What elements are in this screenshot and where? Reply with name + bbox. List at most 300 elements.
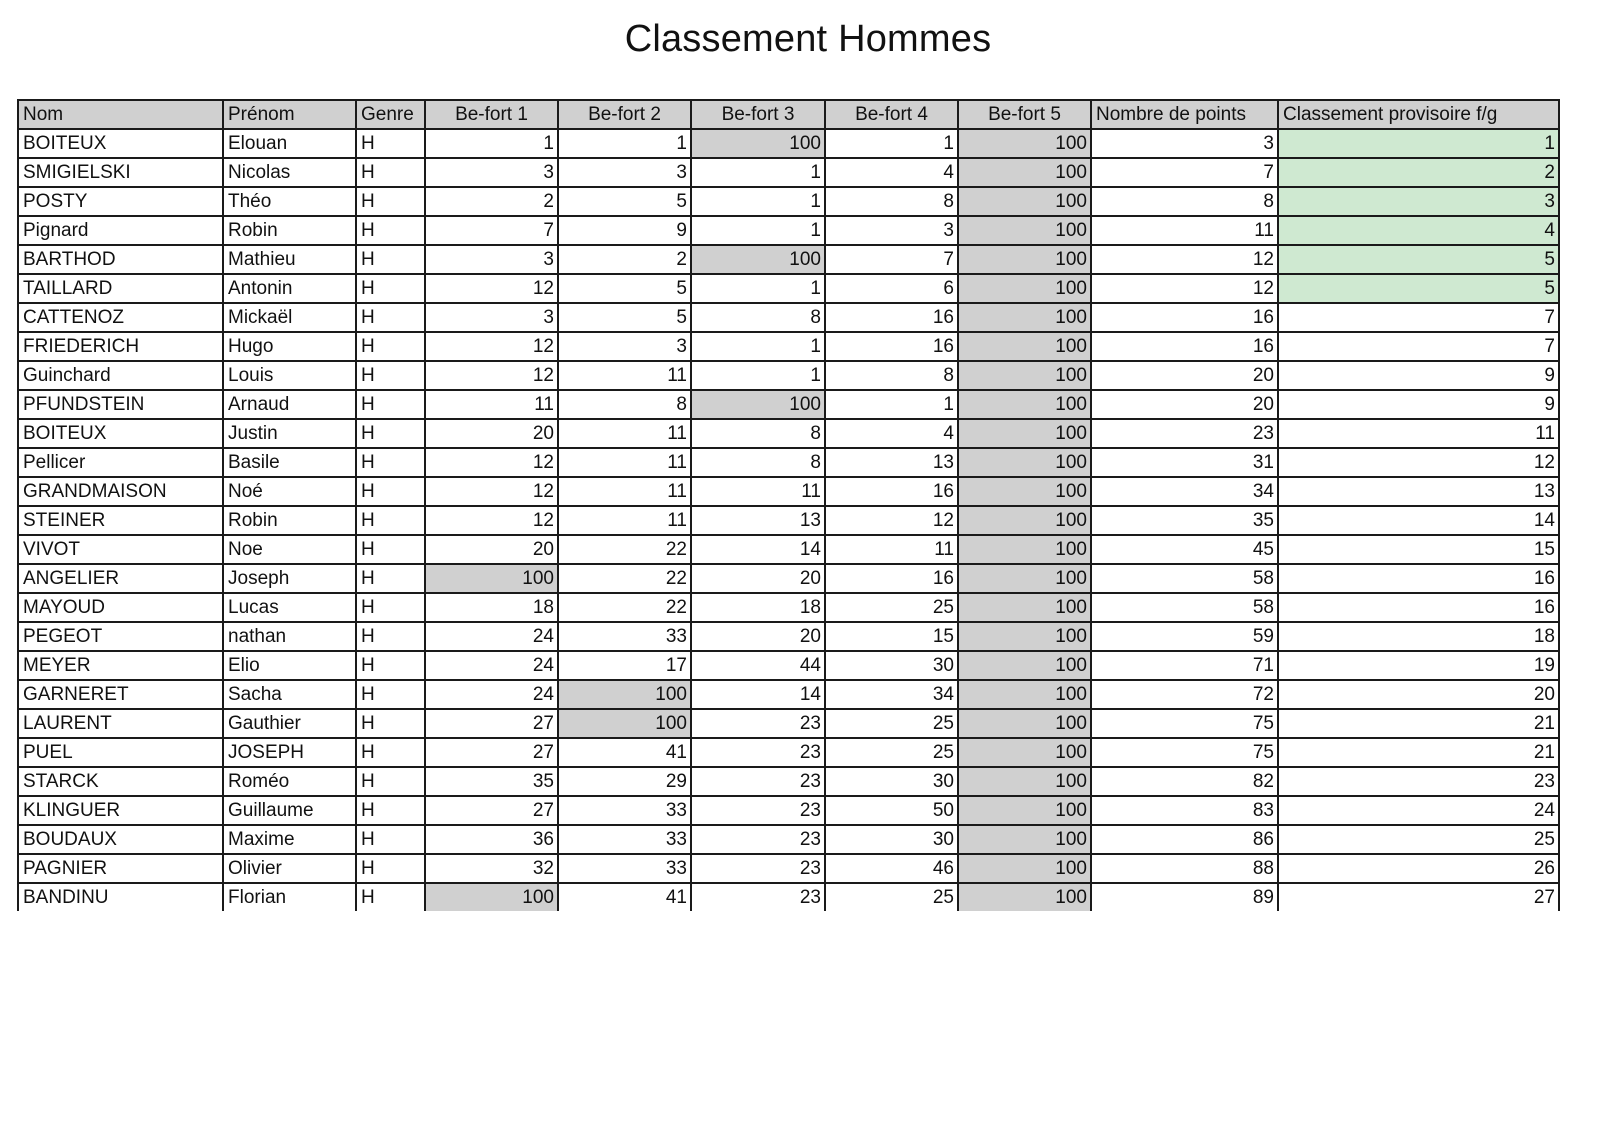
cell-nom: STEINER bbox=[18, 506, 223, 535]
cell-points: 58 bbox=[1091, 593, 1278, 622]
cell-be-fort-2: 11 bbox=[558, 477, 691, 506]
cell-be-fort-2: 11 bbox=[558, 448, 691, 477]
cell-nom: GARNERET bbox=[18, 680, 223, 709]
cell-prenom: Olivier bbox=[223, 854, 356, 883]
cell-be-fort-4: 1 bbox=[825, 390, 958, 419]
table-row bbox=[18, 419, 1559, 448]
cell-prenom: Antonin bbox=[223, 274, 356, 303]
cell-be-fort-4: 16 bbox=[825, 332, 958, 361]
cell-prenom: Mathieu bbox=[223, 245, 356, 274]
cell-be-fort-5: 100 bbox=[958, 825, 1091, 854]
cell-be-fort-3: 23 bbox=[691, 796, 825, 825]
cell-be-fort-5: 100 bbox=[958, 535, 1091, 564]
cell-genre: H bbox=[356, 854, 425, 883]
ranking-table bbox=[17, 99, 1560, 911]
cell-prenom: Robin bbox=[223, 216, 356, 245]
cell-be-fort-5: 100 bbox=[958, 245, 1091, 274]
cell-be-fort-1: 36 bbox=[425, 825, 558, 854]
cell-points: 3 bbox=[1091, 129, 1278, 158]
cell-prenom: Théo bbox=[223, 187, 356, 216]
cell-be-fort-2: 17 bbox=[558, 651, 691, 680]
cell-be-fort-5: 100 bbox=[958, 709, 1091, 738]
cell-be-fort-5: 100 bbox=[958, 622, 1091, 651]
cell-be-fort-5: 100 bbox=[958, 477, 1091, 506]
cell-genre: H bbox=[356, 419, 425, 448]
cell-classement: 12 bbox=[1278, 448, 1559, 477]
cell-genre: H bbox=[356, 825, 425, 854]
cell-classement: 20 bbox=[1278, 680, 1559, 709]
cell-be-fort-3: 100 bbox=[691, 129, 825, 158]
cell-points: 31 bbox=[1091, 448, 1278, 477]
cell-be-fort-3: 1 bbox=[691, 274, 825, 303]
cell-be-fort-3: 8 bbox=[691, 448, 825, 477]
header-be-fort-1: Be-fort 1 bbox=[425, 100, 558, 129]
cell-classement: 15 bbox=[1278, 535, 1559, 564]
cell-genre: H bbox=[356, 593, 425, 622]
cell-be-fort-1: 20 bbox=[425, 419, 558, 448]
cell-be-fort-5: 100 bbox=[958, 593, 1091, 622]
cell-nom: BOITEUX bbox=[18, 419, 223, 448]
cell-prenom: Florian bbox=[223, 883, 356, 911]
cell-be-fort-2: 100 bbox=[558, 709, 691, 738]
cell-be-fort-4: 34 bbox=[825, 680, 958, 709]
cell-nom: Pellicer bbox=[18, 448, 223, 477]
cell-be-fort-4: 3 bbox=[825, 216, 958, 245]
cell-be-fort-4: 46 bbox=[825, 854, 958, 883]
cell-points: 16 bbox=[1091, 303, 1278, 332]
cell-be-fort-1: 27 bbox=[425, 796, 558, 825]
header-be-fort-3: Be-fort 3 bbox=[691, 100, 825, 129]
cell-be-fort-3: 23 bbox=[691, 883, 825, 911]
cell-points: 20 bbox=[1091, 361, 1278, 390]
cell-genre: H bbox=[356, 274, 425, 303]
cell-be-fort-5: 100 bbox=[958, 796, 1091, 825]
cell-points: 75 bbox=[1091, 738, 1278, 767]
cell-be-fort-2: 29 bbox=[558, 767, 691, 796]
cell-prenom: Sacha bbox=[223, 680, 356, 709]
cell-genre: H bbox=[356, 506, 425, 535]
cell-points: 12 bbox=[1091, 245, 1278, 274]
cell-nom: MAYOUD bbox=[18, 593, 223, 622]
cell-prenom: Noe bbox=[223, 535, 356, 564]
header-be-fort-2: Be-fort 2 bbox=[558, 100, 691, 129]
table-row bbox=[18, 854, 1559, 883]
cell-be-fort-2: 33 bbox=[558, 825, 691, 854]
cell-be-fort-2: 33 bbox=[558, 622, 691, 651]
cell-be-fort-4: 16 bbox=[825, 564, 958, 593]
cell-classement: 7 bbox=[1278, 332, 1559, 361]
table-row bbox=[18, 129, 1559, 158]
cell-be-fort-1: 2 bbox=[425, 187, 558, 216]
cell-be-fort-4: 15 bbox=[825, 622, 958, 651]
cell-points: 89 bbox=[1091, 883, 1278, 911]
cell-be-fort-1: 12 bbox=[425, 361, 558, 390]
cell-be-fort-5: 100 bbox=[958, 448, 1091, 477]
cell-prenom: Mickaël bbox=[223, 303, 356, 332]
cell-be-fort-2: 41 bbox=[558, 738, 691, 767]
header-classement: Classement provisoire f/g bbox=[1278, 100, 1559, 129]
cell-be-fort-5: 100 bbox=[958, 419, 1091, 448]
cell-nom: MEYER bbox=[18, 651, 223, 680]
cell-genre: H bbox=[356, 680, 425, 709]
cell-genre: H bbox=[356, 535, 425, 564]
cell-classement: 2 bbox=[1278, 158, 1559, 187]
cell-genre: H bbox=[356, 158, 425, 187]
cell-be-fort-3: 1 bbox=[691, 216, 825, 245]
table-row bbox=[18, 361, 1559, 390]
cell-be-fort-4: 25 bbox=[825, 709, 958, 738]
cell-genre: H bbox=[356, 390, 425, 419]
cell-be-fort-1: 7 bbox=[425, 216, 558, 245]
cell-be-fort-1: 3 bbox=[425, 303, 558, 332]
cell-prenom: Arnaud bbox=[223, 390, 356, 419]
cell-classement: 7 bbox=[1278, 303, 1559, 332]
cell-be-fort-5: 100 bbox=[958, 767, 1091, 796]
cell-be-fort-1: 12 bbox=[425, 448, 558, 477]
cell-be-fort-1: 11 bbox=[425, 390, 558, 419]
cell-be-fort-2: 3 bbox=[558, 158, 691, 187]
cell-be-fort-3: 14 bbox=[691, 680, 825, 709]
cell-nom: BANDINU bbox=[18, 883, 223, 911]
cell-be-fort-2: 9 bbox=[558, 216, 691, 245]
cell-be-fort-3: 100 bbox=[691, 245, 825, 274]
cell-be-fort-3: 1 bbox=[691, 158, 825, 187]
cell-nom: LAURENT bbox=[18, 709, 223, 738]
cell-nom: PAGNIER bbox=[18, 854, 223, 883]
cell-genre: H bbox=[356, 129, 425, 158]
cell-nom: Pignard bbox=[18, 216, 223, 245]
table-row bbox=[18, 332, 1559, 361]
table-row bbox=[18, 883, 1559, 911]
cell-nom: Guinchard bbox=[18, 361, 223, 390]
cell-prenom: Roméo bbox=[223, 767, 356, 796]
cell-be-fort-4: 30 bbox=[825, 767, 958, 796]
cell-points: 8 bbox=[1091, 187, 1278, 216]
cell-be-fort-2: 3 bbox=[558, 332, 691, 361]
table-row bbox=[18, 245, 1559, 274]
header-be-fort-5: Be-fort 5 bbox=[958, 100, 1091, 129]
cell-be-fort-5: 100 bbox=[958, 651, 1091, 680]
cell-be-fort-4: 30 bbox=[825, 825, 958, 854]
cell-prenom: Maxime bbox=[223, 825, 356, 854]
cell-genre: H bbox=[356, 216, 425, 245]
table-row bbox=[18, 709, 1559, 738]
cell-prenom: Robin bbox=[223, 506, 356, 535]
cell-be-fort-4: 30 bbox=[825, 651, 958, 680]
cell-be-fort-2: 11 bbox=[558, 506, 691, 535]
cell-be-fort-4: 1 bbox=[825, 129, 958, 158]
cell-classement: 24 bbox=[1278, 796, 1559, 825]
cell-be-fort-4: 25 bbox=[825, 738, 958, 767]
cell-be-fort-5: 100 bbox=[958, 506, 1091, 535]
table-row bbox=[18, 796, 1559, 825]
cell-be-fort-4: 8 bbox=[825, 361, 958, 390]
cell-classement: 9 bbox=[1278, 390, 1559, 419]
cell-points: 34 bbox=[1091, 477, 1278, 506]
cell-be-fort-3: 18 bbox=[691, 593, 825, 622]
cell-classement: 21 bbox=[1278, 738, 1559, 767]
cell-nom: KLINGUER bbox=[18, 796, 223, 825]
cell-genre: H bbox=[356, 564, 425, 593]
cell-be-fort-1: 100 bbox=[425, 564, 558, 593]
cell-be-fort-4: 11 bbox=[825, 535, 958, 564]
cell-nom: BARTHOD bbox=[18, 245, 223, 274]
cell-classement: 25 bbox=[1278, 825, 1559, 854]
cell-be-fort-5: 100 bbox=[958, 361, 1091, 390]
cell-classement: 27 bbox=[1278, 883, 1559, 911]
cell-be-fort-1: 3 bbox=[425, 158, 558, 187]
table-row bbox=[18, 680, 1559, 709]
cell-prenom: Hugo bbox=[223, 332, 356, 361]
cell-prenom: nathan bbox=[223, 622, 356, 651]
cell-be-fort-3: 20 bbox=[691, 622, 825, 651]
cell-genre: H bbox=[356, 738, 425, 767]
header-be-fort-4: Be-fort 4 bbox=[825, 100, 958, 129]
cell-classement: 16 bbox=[1278, 593, 1559, 622]
cell-nom: VIVOT bbox=[18, 535, 223, 564]
cell-be-fort-2: 22 bbox=[558, 593, 691, 622]
cell-classement: 26 bbox=[1278, 854, 1559, 883]
cell-be-fort-3: 1 bbox=[691, 361, 825, 390]
cell-be-fort-3: 8 bbox=[691, 303, 825, 332]
cell-be-fort-4: 6 bbox=[825, 274, 958, 303]
cell-be-fort-5: 100 bbox=[958, 158, 1091, 187]
cell-be-fort-3: 44 bbox=[691, 651, 825, 680]
cell-be-fort-5: 100 bbox=[958, 303, 1091, 332]
table-row bbox=[18, 651, 1559, 680]
cell-be-fort-2: 22 bbox=[558, 564, 691, 593]
table-row bbox=[18, 593, 1559, 622]
cell-genre: H bbox=[356, 622, 425, 651]
cell-be-fort-2: 1 bbox=[558, 129, 691, 158]
table-row bbox=[18, 564, 1559, 593]
cell-points: 16 bbox=[1091, 332, 1278, 361]
cell-be-fort-1: 3 bbox=[425, 245, 558, 274]
cell-genre: H bbox=[356, 796, 425, 825]
cell-prenom: Nicolas bbox=[223, 158, 356, 187]
cell-be-fort-1: 20 bbox=[425, 535, 558, 564]
cell-nom: BOITEUX bbox=[18, 129, 223, 158]
cell-be-fort-1: 27 bbox=[425, 738, 558, 767]
cell-nom: GRANDMAISON bbox=[18, 477, 223, 506]
cell-be-fort-3: 11 bbox=[691, 477, 825, 506]
cell-genre: H bbox=[356, 303, 425, 332]
cell-prenom: Elio bbox=[223, 651, 356, 680]
table-row bbox=[18, 506, 1559, 535]
cell-be-fort-3: 1 bbox=[691, 332, 825, 361]
cell-points: 58 bbox=[1091, 564, 1278, 593]
cell-be-fort-1: 35 bbox=[425, 767, 558, 796]
cell-be-fort-5: 100 bbox=[958, 216, 1091, 245]
cell-classement: 4 bbox=[1278, 216, 1559, 245]
cell-classement: 9 bbox=[1278, 361, 1559, 390]
cell-be-fort-1: 24 bbox=[425, 622, 558, 651]
cell-genre: H bbox=[356, 477, 425, 506]
cell-classement: 19 bbox=[1278, 651, 1559, 680]
cell-be-fort-4: 7 bbox=[825, 245, 958, 274]
table-row bbox=[18, 535, 1559, 564]
cell-nom: TAILLARD bbox=[18, 274, 223, 303]
cell-points: 83 bbox=[1091, 796, 1278, 825]
cell-be-fort-3: 23 bbox=[691, 767, 825, 796]
cell-be-fort-5: 100 bbox=[958, 883, 1091, 911]
cell-points: 12 bbox=[1091, 274, 1278, 303]
cell-points: 86 bbox=[1091, 825, 1278, 854]
cell-points: 59 bbox=[1091, 622, 1278, 651]
cell-classement: 21 bbox=[1278, 709, 1559, 738]
cell-points: 82 bbox=[1091, 767, 1278, 796]
table-row bbox=[18, 390, 1559, 419]
cell-be-fort-2: 11 bbox=[558, 361, 691, 390]
cell-points: 11 bbox=[1091, 216, 1278, 245]
cell-classement: 13 bbox=[1278, 477, 1559, 506]
cell-be-fort-2: 5 bbox=[558, 274, 691, 303]
cell-be-fort-5: 100 bbox=[958, 332, 1091, 361]
cell-be-fort-3: 23 bbox=[691, 738, 825, 767]
cell-be-fort-3: 23 bbox=[691, 854, 825, 883]
header-genre: Genre bbox=[356, 100, 425, 129]
cell-be-fort-4: 50 bbox=[825, 796, 958, 825]
cell-prenom: Elouan bbox=[223, 129, 356, 158]
cell-be-fort-5: 100 bbox=[958, 390, 1091, 419]
cell-be-fort-1: 12 bbox=[425, 506, 558, 535]
cell-be-fort-4: 13 bbox=[825, 448, 958, 477]
cell-be-fort-5: 100 bbox=[958, 564, 1091, 593]
cell-prenom: Louis bbox=[223, 361, 356, 390]
table-row bbox=[18, 825, 1559, 854]
cell-classement: 14 bbox=[1278, 506, 1559, 535]
cell-be-fort-1: 12 bbox=[425, 477, 558, 506]
cell-be-fort-3: 23 bbox=[691, 825, 825, 854]
cell-be-fort-3: 100 bbox=[691, 390, 825, 419]
table-row bbox=[18, 767, 1559, 796]
cell-be-fort-2: 100 bbox=[558, 680, 691, 709]
cell-be-fort-2: 8 bbox=[558, 390, 691, 419]
cell-points: 45 bbox=[1091, 535, 1278, 564]
cell-nom: SMIGIELSKI bbox=[18, 158, 223, 187]
cell-be-fort-2: 33 bbox=[558, 854, 691, 883]
cell-be-fort-2: 5 bbox=[558, 303, 691, 332]
cell-be-fort-3: 23 bbox=[691, 709, 825, 738]
cell-nom: PUEL bbox=[18, 738, 223, 767]
cell-be-fort-5: 100 bbox=[958, 274, 1091, 303]
table-body bbox=[18, 129, 1559, 911]
table-row bbox=[18, 477, 1559, 506]
cell-be-fort-4: 16 bbox=[825, 303, 958, 332]
cell-nom: PFUNDSTEIN bbox=[18, 390, 223, 419]
cell-genre: H bbox=[356, 361, 425, 390]
cell-be-fort-5: 100 bbox=[958, 187, 1091, 216]
cell-classement: 11 bbox=[1278, 419, 1559, 448]
cell-be-fort-2: 22 bbox=[558, 535, 691, 564]
cell-genre: H bbox=[356, 709, 425, 738]
cell-be-fort-1: 12 bbox=[425, 332, 558, 361]
cell-nom: PEGEOT bbox=[18, 622, 223, 651]
cell-genre: H bbox=[356, 767, 425, 796]
cell-points: 75 bbox=[1091, 709, 1278, 738]
cell-be-fort-4: 8 bbox=[825, 187, 958, 216]
cell-points: 88 bbox=[1091, 854, 1278, 883]
cell-points: 7 bbox=[1091, 158, 1278, 187]
cell-genre: H bbox=[356, 883, 425, 911]
cell-be-fort-4: 4 bbox=[825, 158, 958, 187]
header-row bbox=[18, 100, 1559, 129]
cell-be-fort-4: 25 bbox=[825, 593, 958, 622]
cell-points: 71 bbox=[1091, 651, 1278, 680]
cell-be-fort-4: 16 bbox=[825, 477, 958, 506]
cell-be-fort-2: 5 bbox=[558, 187, 691, 216]
cell-prenom: Gauthier bbox=[223, 709, 356, 738]
cell-classement: 23 bbox=[1278, 767, 1559, 796]
cell-be-fort-4: 25 bbox=[825, 883, 958, 911]
cell-points: 72 bbox=[1091, 680, 1278, 709]
page-title: Classement Hommes bbox=[624, 18, 992, 60]
cell-prenom: Guillaume bbox=[223, 796, 356, 825]
cell-prenom: Lucas bbox=[223, 593, 356, 622]
cell-nom: ANGELIER bbox=[18, 564, 223, 593]
cell-genre: H bbox=[356, 332, 425, 361]
cell-be-fort-5: 100 bbox=[958, 680, 1091, 709]
cell-nom: BOUDAUX bbox=[18, 825, 223, 854]
cell-prenom: JOSEPH bbox=[223, 738, 356, 767]
cell-prenom: Justin bbox=[223, 419, 356, 448]
cell-be-fort-3: 1 bbox=[691, 187, 825, 216]
cell-be-fort-5: 100 bbox=[958, 854, 1091, 883]
cell-prenom: Noé bbox=[223, 477, 356, 506]
cell-points: 35 bbox=[1091, 506, 1278, 535]
cell-be-fort-1: 100 bbox=[425, 883, 558, 911]
cell-classement: 5 bbox=[1278, 245, 1559, 274]
cell-genre: H bbox=[356, 651, 425, 680]
cell-be-fort-2: 2 bbox=[558, 245, 691, 274]
cell-classement: 5 bbox=[1278, 274, 1559, 303]
table-row bbox=[18, 158, 1559, 187]
table-row bbox=[18, 303, 1559, 332]
cell-be-fort-5: 100 bbox=[958, 129, 1091, 158]
table-row bbox=[18, 448, 1559, 477]
cell-be-fort-1: 24 bbox=[425, 680, 558, 709]
header-prenom: Prénom bbox=[223, 100, 356, 129]
cell-nom: STARCK bbox=[18, 767, 223, 796]
cell-genre: H bbox=[356, 187, 425, 216]
cell-be-fort-3: 20 bbox=[691, 564, 825, 593]
table-row bbox=[18, 187, 1559, 216]
cell-prenom: Joseph bbox=[223, 564, 356, 593]
cell-be-fort-1: 24 bbox=[425, 651, 558, 680]
cell-be-fort-4: 4 bbox=[825, 419, 958, 448]
cell-be-fort-5: 100 bbox=[958, 738, 1091, 767]
cell-be-fort-3: 14 bbox=[691, 535, 825, 564]
cell-classement: 1 bbox=[1278, 129, 1559, 158]
cell-be-fort-3: 13 bbox=[691, 506, 825, 535]
cell-be-fort-1: 32 bbox=[425, 854, 558, 883]
cell-nom: CATTENOZ bbox=[18, 303, 223, 332]
table-row bbox=[18, 622, 1559, 651]
cell-genre: H bbox=[356, 448, 425, 477]
table-row bbox=[18, 738, 1559, 767]
cell-nom: FRIEDERICH bbox=[18, 332, 223, 361]
cell-classement: 3 bbox=[1278, 187, 1559, 216]
cell-be-fort-4: 12 bbox=[825, 506, 958, 535]
cell-nom: POSTY bbox=[18, 187, 223, 216]
header-points: Nombre de points bbox=[1091, 100, 1278, 129]
cell-points: 23 bbox=[1091, 419, 1278, 448]
cell-points: 20 bbox=[1091, 390, 1278, 419]
cell-classement: 18 bbox=[1278, 622, 1559, 651]
cell-be-fort-1: 27 bbox=[425, 709, 558, 738]
header-nom: Nom bbox=[18, 100, 223, 129]
table-row bbox=[18, 216, 1559, 245]
